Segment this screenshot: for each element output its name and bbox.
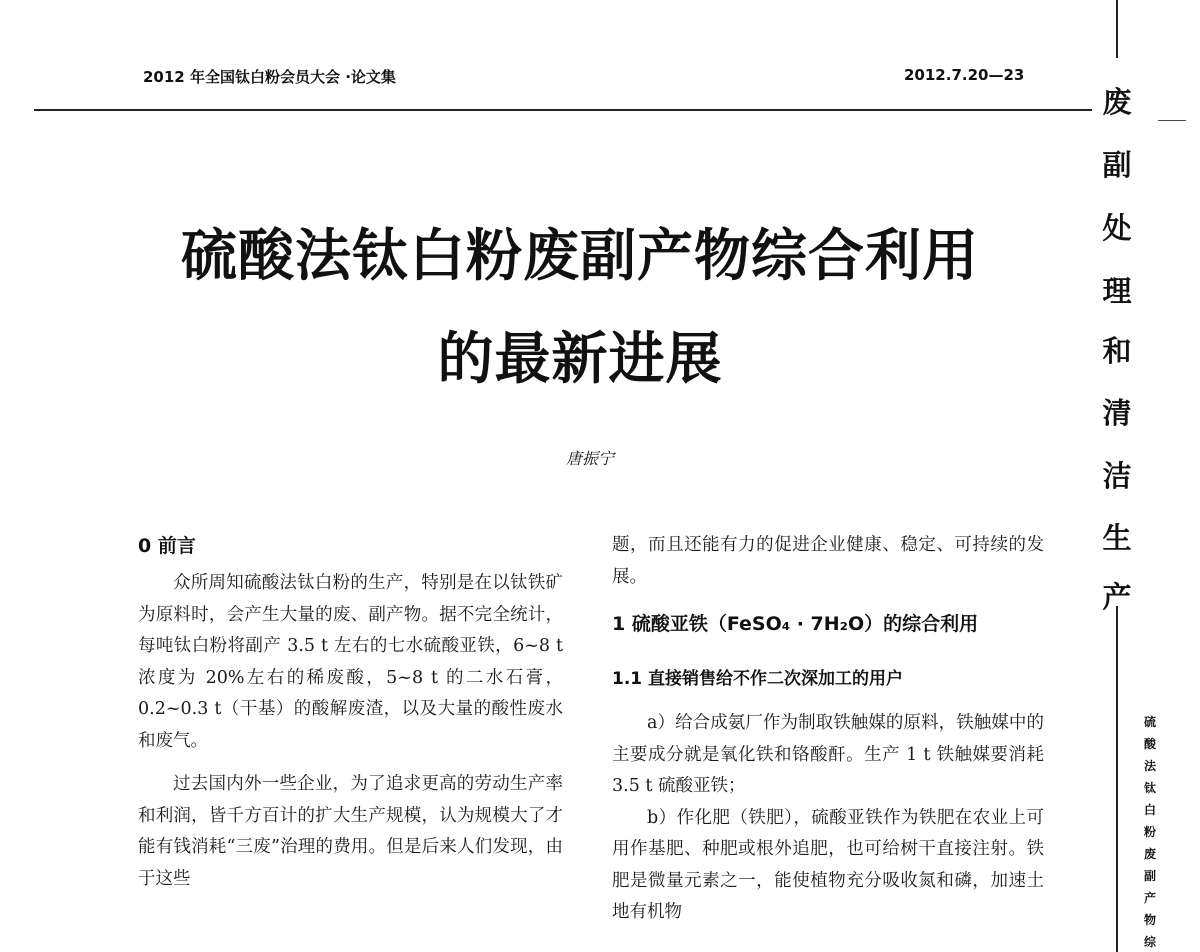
sidebar-small-char: 钛 bbox=[1143, 781, 1156, 795]
intro-paragraph-1: 众所周知硫酸法钛白粉的生产，特别是在以钛铁矿为原料时，会产生大量的废、副产物。据不完全统计，每吨钛白粉将副产 3.5 t 左右的七水硫酸亚铁，6~8 t 浓度为 20%左右的稀废酸，5~8 t 的二水石膏，0.2~0.3 t（干基）的酸解废渣，以及大量的酸性废水和废气。 bbox=[138, 573, 563, 751]
sidebar-char: 理 bbox=[1102, 274, 1132, 308]
sidebar-small-char: 副 bbox=[1143, 869, 1156, 883]
sidebar-small-char: 物 bbox=[1143, 913, 1156, 927]
sidebar-small-char: 酸 bbox=[1143, 737, 1156, 751]
sidebar-char: 副 bbox=[1102, 148, 1132, 182]
sidebar-divider-bottom bbox=[1116, 606, 1118, 952]
intro-paragraph-2: 过去国内外一些企业，为了追求更高的劳动生产率和利润，皆千方百计的扩大生产规模，认为规模大了才能有钱消耗“三废”治理的费用。但是后来人们发现，由于这些 bbox=[138, 774, 563, 889]
sidebar-char: 清 bbox=[1102, 396, 1132, 430]
sidebar-char: 生 bbox=[1102, 521, 1132, 555]
header-rule-tail bbox=[1158, 120, 1186, 121]
sidebar-small-char: 白 bbox=[1143, 803, 1156, 817]
sidebar-char: 废 bbox=[1102, 85, 1132, 119]
section-heading-1: 1 硫酸亚铁（FeSO₄ · 7H₂O）的综合利用 bbox=[612, 613, 979, 635]
item-b-paragraph: b）作化肥（铁肥），硫酸亚铁作为铁肥在农业上可用作基肥、种肥或根外追肥，也可给树干直接注射。铁肥是微量元素之一，能使植物充分吸收氮和磷，加速土地有机物 bbox=[612, 807, 1044, 922]
author-name: 唐振宁 bbox=[565, 449, 614, 468]
section-heading-intro: 0 前言 bbox=[138, 535, 196, 557]
sidebar-small-char: 法 bbox=[1143, 759, 1156, 773]
sidebar-char: 产 bbox=[1102, 580, 1132, 614]
sidebar-small-char: 废 bbox=[1143, 847, 1156, 861]
running-header-left: 2012 年全国钛白粉会员大会 ·论文集 bbox=[143, 68, 396, 86]
header-rule bbox=[34, 109, 1092, 111]
sidebar-char: 洁 bbox=[1102, 459, 1132, 493]
item-a-paragraph: a）给合成氨厂作为制取铁触媒的原料，铁触媒中的主要成分就是氧化铁和铬酸酐。生产 1 t 铁触媒要消耗 3.5 t 硫酸亚铁； bbox=[612, 713, 1044, 796]
sidebar-char: 和 bbox=[1102, 334, 1132, 368]
sidebar-small-char: 产 bbox=[1143, 891, 1156, 905]
running-header-date: 2012.7.20—23 bbox=[904, 66, 1025, 84]
sidebar-small-char: 粉 bbox=[1143, 825, 1156, 839]
section-heading-1-1: 1.1 直接销售给不作二次深加工的用户 bbox=[612, 669, 904, 689]
right-column-continuation bbox=[612, 530, 1044, 593]
sidebar-char: 处 bbox=[1102, 211, 1132, 245]
left-column bbox=[138, 568, 563, 895]
right-column-body bbox=[612, 708, 1044, 929]
sidebar-small-char: 综 bbox=[1143, 935, 1156, 949]
sidebar-small-char: 硫 bbox=[1143, 715, 1156, 729]
paper-title-line-2: 的最新进展 bbox=[437, 327, 723, 392]
paper-title-line-1: 硫酸法钛白粉废副产物综合利用 bbox=[181, 224, 979, 289]
continuation-paragraph: 题，而且还能有力的促进企业健康、稳定、可持续的发展。 bbox=[612, 535, 1044, 587]
sidebar-divider-top bbox=[1116, 0, 1118, 58]
